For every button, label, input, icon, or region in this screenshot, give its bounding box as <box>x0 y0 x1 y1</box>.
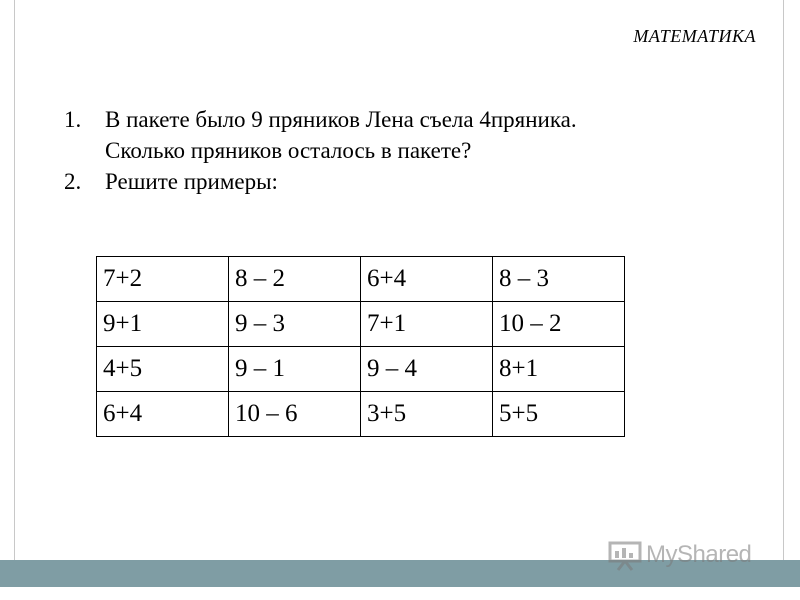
example-cell: 6+4 <box>361 257 493 302</box>
table-row <box>97 347 625 392</box>
example-cell: 8 – 2 <box>229 257 361 302</box>
table-row <box>97 257 625 302</box>
example-cell: 8 – 3 <box>493 257 625 302</box>
example-cell: 7+1 <box>361 302 493 347</box>
task-number: 2. <box>64 169 82 194</box>
watermark-logo <box>606 538 768 572</box>
example-cell: 9+1 <box>97 302 229 347</box>
example-cell: 9 – 4 <box>361 347 493 392</box>
task-item-1 <box>64 104 744 166</box>
subject-title: МАТЕМАТИКА <box>633 26 756 46</box>
table-row <box>97 302 625 347</box>
presentation-board-icon <box>606 539 644 571</box>
examples-table <box>96 256 625 437</box>
table-row <box>97 392 625 437</box>
example-cell: 9 – 3 <box>229 302 361 347</box>
task-number: 1. <box>64 107 82 132</box>
example-cell: 5+5 <box>493 392 625 437</box>
watermark-text: MyShared <box>646 541 752 568</box>
task-text-line: Сколько пряников осталось в пакете? <box>105 138 472 163</box>
example-cell: 4+5 <box>97 347 229 392</box>
example-cell: 7+2 <box>97 257 229 302</box>
task-list <box>64 104 744 197</box>
task-text-line: В пакете было 9 пряников Лена съела 4пряника. <box>105 107 577 132</box>
example-cell: 10 – 6 <box>229 392 361 437</box>
example-cell: 10 – 2 <box>493 302 625 347</box>
example-cell: 3+5 <box>361 392 493 437</box>
task-text-line: Решите примеры: <box>105 169 278 194</box>
example-cell: 8+1 <box>493 347 625 392</box>
example-cell: 6+4 <box>97 392 229 437</box>
task-item-2 <box>64 166 744 197</box>
example-cell: 9 – 1 <box>229 347 361 392</box>
